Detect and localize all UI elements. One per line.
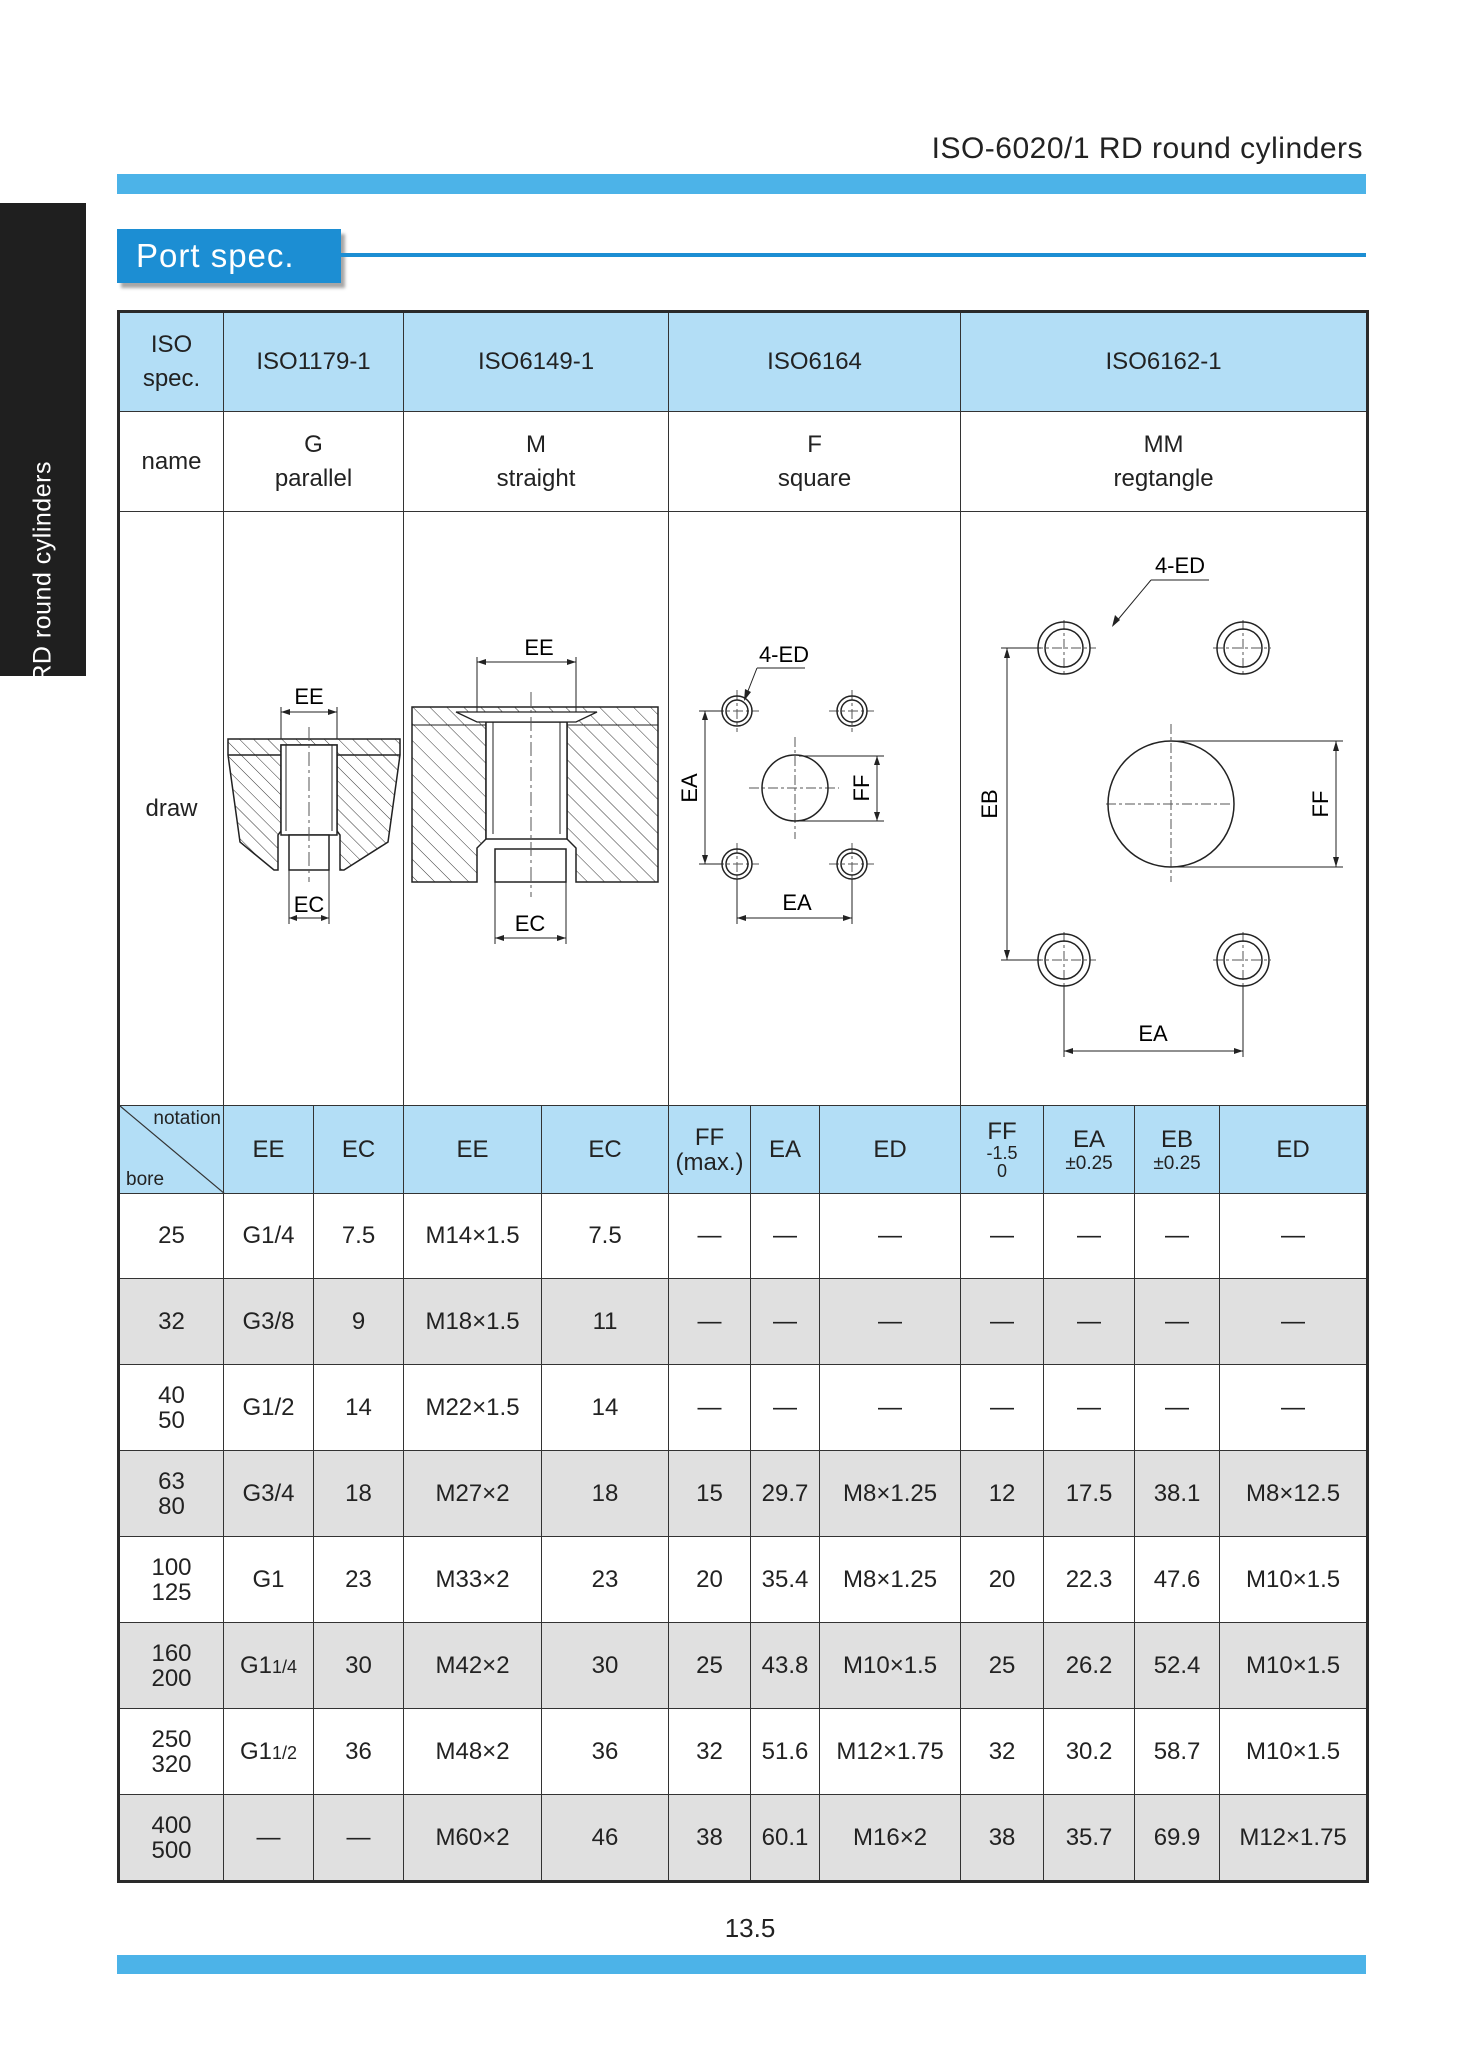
f-ed-cell: M16×2 — [820, 1795, 961, 1882]
standard-iso6162: ISO6162-1 — [961, 312, 1368, 412]
g-ee-cell: G3/8 — [224, 1279, 314, 1365]
iso-spec-label — [119, 312, 224, 412]
col-mm-eb — [1135, 1106, 1220, 1194]
m-ec-cell: 46 — [542, 1795, 669, 1882]
drawing-mm-rectangle — [961, 512, 1368, 1106]
table-row — [119, 1279, 1368, 1365]
mm-ff-label: FF — [1308, 790, 1334, 818]
col-mm-ed: ED — [1220, 1106, 1368, 1194]
f-ea-cell: 29.7 — [751, 1451, 820, 1537]
mm-ff-cell: — — [961, 1365, 1044, 1451]
f-ea-horizontal-label: EA — [782, 890, 812, 915]
mm-ea-cell: 17.5 — [1044, 1451, 1135, 1537]
g-port-drawing — [224, 512, 404, 1106]
g-ee-cell — [224, 1623, 314, 1709]
f-ff-cell: 15 — [669, 1451, 751, 1537]
f-ed-cell: M10×1.5 — [820, 1623, 961, 1709]
bore-cell — [119, 1709, 224, 1795]
col-mm-ff — [961, 1106, 1044, 1194]
mm-ea-cell: 26.2 — [1044, 1623, 1135, 1709]
m-ee-label: EE — [524, 635, 554, 660]
side-tab — [0, 203, 86, 823]
col-mm-eb-tol: ±0.25 — [1153, 1152, 1201, 1174]
mm-ed-cell: — — [1220, 1279, 1368, 1365]
mm-eb-cell: 69.9 — [1135, 1795, 1220, 1882]
mm-eb-cell: 38.1 — [1135, 1451, 1220, 1537]
g-ee-main: G1 — [239, 1737, 272, 1765]
col-m-ec: EC — [542, 1106, 669, 1194]
g-ec-cell: 23 — [314, 1537, 404, 1623]
m-ec-cell: 23 — [542, 1537, 669, 1623]
col-f-ff-sub: (max.) — [675, 1148, 744, 1176]
g-ee-cell: G1/2 — [224, 1365, 314, 1451]
bore-value: 400 — [151, 1811, 192, 1839]
drawing-g-parallel — [224, 512, 404, 1106]
mm-ff-cell: 38 — [961, 1795, 1044, 1882]
col-mm-ea-main: EA — [1073, 1125, 1106, 1153]
f-ff-cell: — — [669, 1365, 751, 1451]
name-m: M straight — [404, 412, 669, 512]
bore-value: 125 — [151, 1578, 192, 1606]
m-ee-cell: M42×2 — [404, 1623, 542, 1709]
g-ee-label: EE — [294, 684, 324, 709]
name-label: name — [119, 412, 224, 512]
g-ec-cell: — — [314, 1795, 404, 1882]
m-ec-cell: 11 — [542, 1279, 669, 1365]
f-ea-cell: — — [751, 1365, 820, 1451]
col-f-ff — [669, 1106, 751, 1194]
mm-eb-cell: — — [1135, 1279, 1220, 1365]
col-mm-eb-main: EB — [1161, 1125, 1194, 1153]
bore-cell: 32 — [119, 1279, 224, 1365]
bore-value: 500 — [151, 1836, 192, 1864]
g-ee-cell: G1/4 — [224, 1194, 314, 1279]
footer-accent-bar — [117, 1955, 1366, 1974]
col-g-ec: EC — [314, 1106, 404, 1194]
table-row — [119, 1451, 1368, 1537]
g-ee-cell — [224, 1709, 314, 1795]
table-row — [119, 1623, 1368, 1709]
notation-label: notation — [153, 1108, 221, 1129]
mm-ff-cell: 25 — [961, 1623, 1044, 1709]
col-m-ee: EE — [404, 1106, 542, 1194]
page-number: 13.5 — [724, 1913, 776, 1943]
mm-eb-cell: — — [1135, 1365, 1220, 1451]
f-ea-cell: — — [751, 1194, 820, 1279]
name-f: F square — [669, 412, 961, 512]
notation-bore-cell — [119, 1106, 224, 1194]
header-accent-bar — [117, 174, 1366, 194]
m-ee-cell: M48×2 — [404, 1709, 542, 1795]
g-ec-cell: 7.5 — [314, 1194, 404, 1279]
mm-ff-cell: 32 — [961, 1709, 1044, 1795]
mm-eb-cell: — — [1135, 1194, 1220, 1279]
g-ee-cell: G1 — [224, 1537, 314, 1623]
mm-ea-cell: 22.3 — [1044, 1537, 1135, 1623]
mm-port-drawing — [961, 512, 1368, 1106]
m-port-drawing — [404, 512, 669, 1106]
g-ec-cell: 30 — [314, 1623, 404, 1709]
draw-row — [119, 512, 1368, 1106]
f-ea-cell: 51.6 — [751, 1709, 820, 1795]
mm-ff-cell: — — [961, 1279, 1044, 1365]
m-ec-cell: 30 — [542, 1623, 669, 1709]
col-mm-ff-tol-lower: 0 — [997, 1160, 1008, 1181]
mm-ea-cell: — — [1044, 1194, 1135, 1279]
col-mm-ff-tol-upper: -1.5 — [986, 1142, 1018, 1163]
f-ea-cell: 35.4 — [751, 1537, 820, 1623]
mm-ea-cell: 35.7 — [1044, 1795, 1135, 1882]
f-ff-cell: — — [669, 1279, 751, 1365]
mm-eb-cell: 58.7 — [1135, 1709, 1220, 1795]
f-ed-cell: M8×1.25 — [820, 1537, 961, 1623]
g-ee-main: G1 — [239, 1651, 272, 1679]
m-ee-cell: M60×2 — [404, 1795, 542, 1882]
iso-spec-row — [119, 312, 1368, 412]
page-header-title: ISO-6020/1 RD round cylinders — [931, 132, 1363, 165]
f-ff-cell: 38 — [669, 1795, 751, 1882]
g-ec-cell: 36 — [314, 1709, 404, 1795]
bore-value: 320 — [151, 1750, 192, 1778]
mm-ff-cell: 12 — [961, 1451, 1044, 1537]
table-row — [119, 1365, 1368, 1451]
f-ed-cell: — — [820, 1194, 961, 1279]
mm-ed-cell: — — [1220, 1194, 1368, 1279]
iso-label-line2: spec. — [142, 365, 201, 392]
col-g-ee: EE — [224, 1106, 314, 1194]
drawing-m-straight — [404, 512, 669, 1106]
bore-value: 80 — [158, 1492, 185, 1520]
col-mm-ff-main: FF — [987, 1117, 1017, 1145]
standard-iso6164: ISO6164 — [669, 312, 961, 412]
standard-iso6149: ISO6149-1 — [404, 312, 669, 412]
g-ec-label: EC — [293, 892, 325, 917]
mm-ea-cell: — — [1044, 1365, 1135, 1451]
bore-value: 63 — [158, 1467, 185, 1495]
col-mm-ea-tol: ±0.25 — [1065, 1152, 1113, 1174]
f-ea-cell: 60.1 — [751, 1795, 820, 1882]
bore-label: bore — [126, 1169, 165, 1190]
table-row — [119, 1709, 1368, 1795]
mm-eb-cell: 47.6 — [1135, 1537, 1220, 1623]
mm-ed-label: 4-ED — [1154, 553, 1206, 578]
section-rule — [341, 253, 1366, 257]
f-port-drawing — [669, 512, 961, 1106]
f-ed-cell: M12×1.75 — [820, 1709, 961, 1795]
f-ea-cell: — — [751, 1279, 820, 1365]
name-mm: MM regtangle — [961, 412, 1368, 512]
mm-ed-cell: M8×12.5 — [1220, 1451, 1368, 1537]
bore-cell — [119, 1795, 224, 1882]
bore-value: 250 — [151, 1725, 192, 1753]
m-ec-label: EC — [514, 911, 546, 936]
bore-value: 200 — [151, 1664, 192, 1692]
f-ed-cell: M8×1.25 — [820, 1451, 961, 1537]
mm-eb-label: EB — [977, 789, 1003, 819]
bore-value: 50 — [158, 1406, 185, 1434]
mm-ed-cell: M12×1.75 — [1220, 1795, 1368, 1882]
table-row — [119, 1537, 1368, 1623]
draw-label: draw — [119, 512, 224, 1106]
mm-ed-cell: M10×1.5 — [1220, 1537, 1368, 1623]
mm-ed-cell: M10×1.5 — [1220, 1709, 1368, 1795]
bore-value: 100 — [151, 1553, 192, 1581]
m-ec-cell: 14 — [542, 1365, 669, 1451]
standard-iso1179: ISO1179-1 — [224, 312, 404, 412]
g-ee-fraction: 1/4 — [271, 1656, 298, 1677]
section-label: Port spec. — [117, 229, 341, 283]
mm-ea-label: EA — [1138, 1021, 1168, 1046]
m-ec-cell: 36 — [542, 1709, 669, 1795]
f-ed-label: 4-ED — [758, 642, 810, 667]
m-ec-cell: 18 — [542, 1451, 669, 1537]
g-ee-cell: G3/4 — [224, 1451, 314, 1537]
table-row — [119, 1795, 1368, 1882]
mm-ed-cell: M10×1.5 — [1220, 1623, 1368, 1709]
bore-value: 160 — [151, 1639, 192, 1667]
port-spec-table — [117, 310, 1369, 1883]
f-ed-cell: — — [820, 1365, 961, 1451]
bore-cell — [119, 1623, 224, 1709]
m-ee-cell: M14×1.5 — [404, 1194, 542, 1279]
mm-eb-cell: 52.4 — [1135, 1623, 1220, 1709]
f-ed-cell: — — [820, 1279, 961, 1365]
col-f-ea: EA — [751, 1106, 820, 1194]
f-ff-cell: 20 — [669, 1537, 751, 1623]
name-g: G parallel — [224, 412, 404, 512]
table-row — [119, 1194, 1368, 1279]
mm-ea-cell: 30.2 — [1044, 1709, 1135, 1795]
mm-ff-cell: — — [961, 1194, 1044, 1279]
f-ff-label: FF — [849, 774, 875, 802]
bore-cell — [119, 1365, 224, 1451]
name-row — [119, 412, 1368, 512]
m-ee-cell: M18×1.5 — [404, 1279, 542, 1365]
bore-value: 40 — [158, 1381, 185, 1409]
iso-label-line1: ISO — [150, 331, 193, 358]
g-ee-cell: — — [224, 1795, 314, 1882]
m-ec-cell: 7.5 — [542, 1194, 669, 1279]
side-tab-text: ISO-6020/1 RD round cylinders — [28, 461, 57, 823]
f-ea-cell: 43.8 — [751, 1623, 820, 1709]
bore-cell — [119, 1537, 224, 1623]
f-ff-cell: 32 — [669, 1709, 751, 1795]
mm-ed-cell: — — [1220, 1365, 1368, 1451]
mm-ea-cell: — — [1044, 1279, 1135, 1365]
col-f-ff-main: FF — [694, 1123, 725, 1151]
drawing-f-square — [669, 512, 961, 1106]
g-ee-fraction: 1/2 — [271, 1742, 298, 1763]
m-ee-cell: M33×2 — [404, 1537, 542, 1623]
col-mm-ea — [1044, 1106, 1135, 1194]
f-ea-vertical-label: EA — [677, 773, 703, 803]
f-ff-cell: — — [669, 1194, 751, 1279]
g-ec-cell: 9 — [314, 1279, 404, 1365]
mm-ff-cell: 20 — [961, 1537, 1044, 1623]
bore-cell — [119, 1451, 224, 1537]
g-ec-cell: 18 — [314, 1451, 404, 1537]
m-ee-cell: M22×1.5 — [404, 1365, 542, 1451]
f-ff-cell: 25 — [669, 1623, 751, 1709]
bore-cell: 25 — [119, 1194, 224, 1279]
col-f-ed: ED — [820, 1106, 961, 1194]
g-ec-cell: 14 — [314, 1365, 404, 1451]
m-ee-cell: M27×2 — [404, 1451, 542, 1537]
column-header-row — [119, 1106, 1368, 1194]
